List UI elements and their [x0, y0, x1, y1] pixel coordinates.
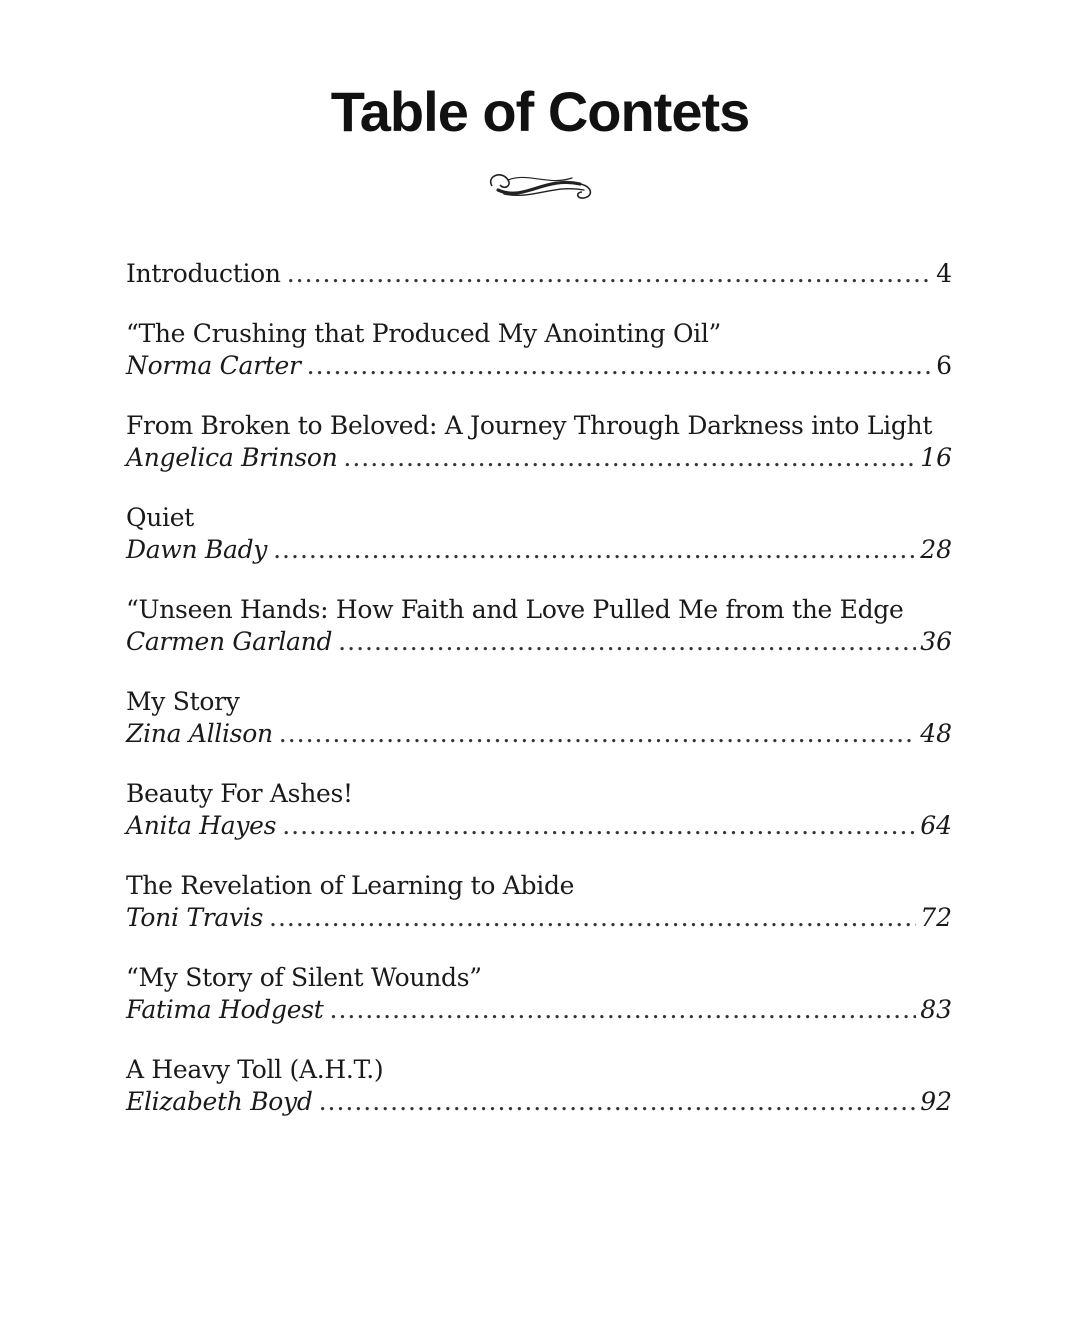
toc-line	[126, 442, 952, 474]
toc-line	[126, 902, 952, 934]
toc-entry-title: “The Crushing that Produced My Anointing Oil”	[126, 319, 722, 348]
toc-line	[126, 626, 952, 658]
toc-line	[126, 350, 952, 382]
toc-entry-title: From Broken to Beloved: A Journey Through Darkness into Light	[126, 411, 933, 440]
toc-entry[interactable]	[126, 502, 952, 566]
toc-page-number: 64	[920, 811, 952, 840]
toc-line	[126, 810, 952, 842]
dot-leader	[307, 350, 932, 382]
toc-entry-title: Beauty For Ashes!	[126, 779, 353, 808]
toc-page-number: 72	[920, 903, 952, 932]
toc-entry-author: Zina Allison	[126, 719, 273, 748]
toc-intro-label: Introduction	[126, 259, 281, 288]
toc-page-number: 92	[920, 1087, 952, 1116]
toc-entry[interactable]	[126, 410, 952, 474]
dot-leader	[338, 626, 916, 658]
toc-entry[interactable]	[126, 778, 952, 842]
dot-leader	[273, 534, 916, 566]
toc-entry-title: The Revelation of Learning to Abide	[126, 871, 575, 900]
toc-page-number: 4	[936, 259, 952, 288]
toc-entry-title: Quiet	[126, 503, 194, 532]
dot-leader	[282, 810, 916, 842]
toc-page-number: 83	[920, 995, 952, 1024]
flourish-divider-icon	[484, 166, 596, 208]
toc-entry-title: “Unseen Hands: How Faith and Love Pulled Me from the Edge	[126, 595, 904, 624]
toc-entry-author: Angelica Brinson	[126, 443, 338, 472]
toc-entry-author: Toni Travis	[126, 903, 264, 932]
toc-line	[126, 718, 952, 750]
toc-entry-title: My Story	[126, 687, 240, 716]
toc-entry-author: Dawn Bady	[126, 535, 268, 564]
page-title: Table of Contets	[330, 80, 750, 143]
toc-entry[interactable]	[126, 962, 952, 1026]
toc-entry-author: Norma Carter	[126, 351, 301, 380]
toc-entry[interactable]	[126, 686, 952, 750]
toc-entry-title: “My Story of Silent Wounds”	[126, 963, 482, 992]
toc-entry-author: Fatima Hodgest	[126, 995, 324, 1024]
toc-entry-author: Anita Hayes	[126, 811, 277, 840]
toc-entry-introduction[interactable]	[126, 258, 952, 290]
toc-page-number: 36	[920, 627, 952, 656]
toc-page-number: 6	[936, 351, 952, 380]
table-of-contents	[126, 258, 952, 1146]
toc-page-number: 16	[920, 443, 952, 472]
toc-entry-title: A Heavy Toll (A.H.T.)	[126, 1055, 384, 1084]
toc-entry[interactable]	[126, 318, 952, 382]
toc-line	[126, 1086, 952, 1118]
dot-leader	[343, 442, 916, 474]
toc-line	[126, 258, 952, 290]
toc-page-number: 28	[920, 535, 952, 564]
dot-leader	[319, 1086, 917, 1118]
dot-leader	[269, 902, 916, 934]
dot-leader	[287, 258, 932, 290]
toc-entry[interactable]	[126, 870, 952, 934]
toc-entry[interactable]	[126, 594, 952, 658]
toc-line	[126, 994, 952, 1026]
toc-line	[126, 534, 952, 566]
toc-entry-author: Elizabeth Boyd	[126, 1087, 313, 1116]
dot-leader	[279, 718, 916, 750]
toc-entry-author: Carmen Garland	[126, 627, 333, 656]
toc-entry[interactable]	[126, 1054, 952, 1118]
dot-leader	[330, 994, 917, 1026]
toc-page-number: 48	[920, 719, 952, 748]
